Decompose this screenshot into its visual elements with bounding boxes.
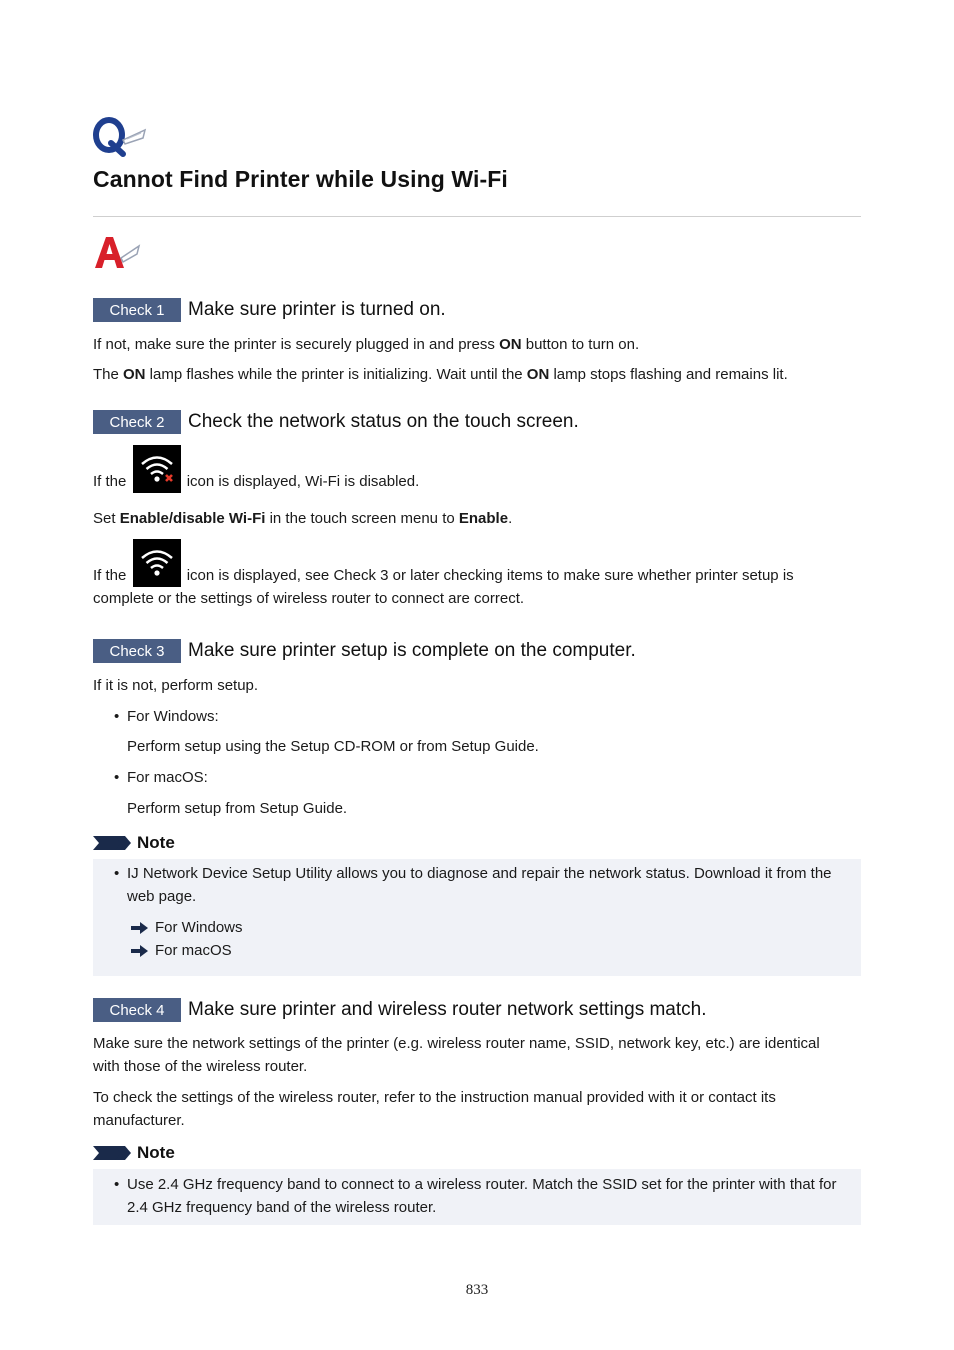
note-chevron-icon [93,834,133,852]
check-title: Make sure printer is turned on. [188,299,446,320]
link-macos[interactable]: For macOS [131,939,232,962]
paragraph: To check the settings of the wireless router, refer to the instruction manual provided with it or contact its manufacturer. [93,1089,776,1129]
check-2-header [93,410,579,434]
check-1-header [93,298,446,322]
note-chevron-icon [93,1144,133,1162]
arrow-right-icon [131,945,149,957]
check-title: Check the network status on the touch screen. [188,411,579,432]
question-logo-icon [93,116,149,158]
check-badge: Check 3 [93,639,181,663]
check-title: Make sure printer and wireless router network settings match. [188,999,707,1020]
paragraph: If the icon is displayed, see Check 3 or later checking items to make sure whether printer setup is complete or the settings of wireless router to connect are correct. [93,539,861,610]
answer-logo-icon [93,234,143,272]
arrow-right-icon [131,922,149,934]
title-divider [93,216,861,217]
check-title: Make sure printer setup is complete on the computer. [188,640,636,661]
page-number: 833 [465,1282,489,1298]
list-item-detail: Perform setup from Setup Guide. [127,800,348,817]
wifi-icon [133,539,181,587]
list-item-detail: Perform setup using the Setup CD-ROM or from Setup Guide. [127,738,539,755]
link-windows[interactable]: For Windows [131,916,243,939]
check-4-header [93,998,707,1022]
note-heading: Note [93,1142,175,1164]
check-badge: Check 1 [93,298,181,322]
check-3-header [93,639,636,663]
wifi-disabled-icon [133,445,181,493]
page-title: Cannot Find Printer while Using Wi-Fi [93,166,508,192]
check-badge: Check 4 [93,998,181,1022]
paragraph: If the icon is displayed, Wi-Fi is disabled. [93,445,861,493]
paragraph: If it is not, perform setup. [93,677,259,694]
paragraph: If not, make sure the printer is securely plugged in and press ON button to turn on. [93,336,640,353]
paragraph: Make sure the network settings of the printer (e.g. wireless router name, SSID, network key, etc.) are identical with those of the wireless router. [93,1035,820,1075]
paragraph: The ON lamp flashes while the printer is initializing. Wait until the ON lamp stops flashing and remains lit. [93,366,788,383]
check-badge: Check 2 [93,410,181,434]
paragraph: Set Enable/disable Wi-Fi in the touch screen menu to Enable. [93,510,513,527]
note-heading: Note [93,832,175,854]
